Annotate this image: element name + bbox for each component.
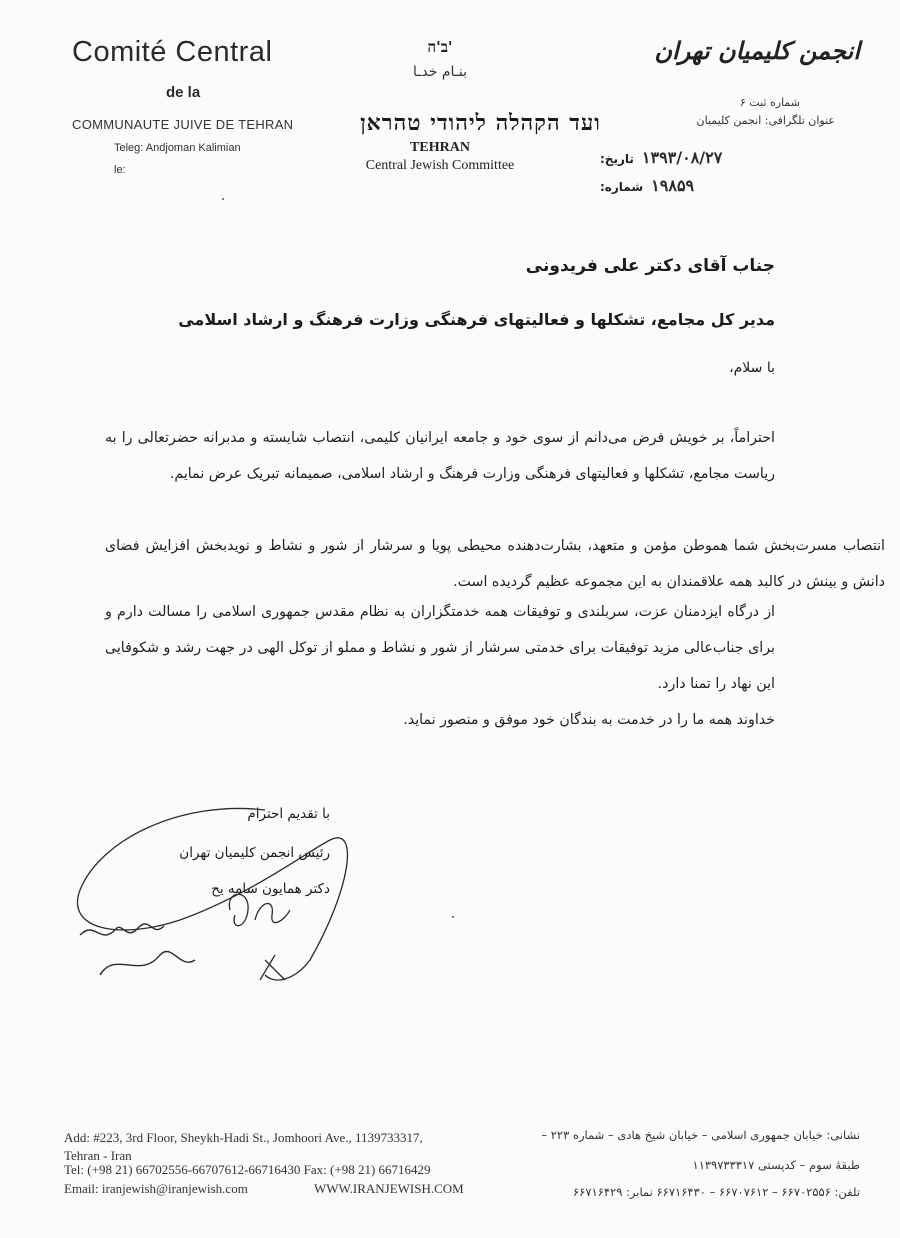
letterhead-fr-communaute: COMMUNAUTE JUIVE DE TEHRAN (72, 117, 294, 132)
footer-city: Tehran - Iran (64, 1148, 132, 1163)
letterhead-fa-logo: انجمن کلیمیان تهران (654, 36, 860, 65)
letterhead-he-committee: Central Jewish Committee (365, 158, 515, 173)
registration-number: شماره ثبت ۶ (739, 96, 800, 109)
paragraph-3: از درگاه ایزدمنان عزت، سربلندی و توفیقات همه خدمتگزاران به نظام مقدس جمهوری اسلامی را مسالت دارم و برای جناب‌عالی مزید توفیقات برای خدمتی سرشار از شور و نشاط و مملو از توکل الهی در جهت رشد و شکوفایی این نهاد را تمنا دارد. (105, 604, 775, 692)
scan-speck (222, 198, 224, 200)
letterhead-he-tehran: TEHRAN (410, 140, 470, 155)
number-value: ۱۹۸۵۹ (651, 176, 695, 195)
letterhead-fr-teleg: Teleg: Andjoman Kalimian (114, 142, 241, 154)
greeting: با سلام، (729, 360, 775, 376)
footer-website: WWW.IRANJEWISH.COM (314, 1181, 464, 1196)
recipient-position: مدیر کل مجامع، تشکلها و فعالیتهای فرهنگی وزارت فرهنگ و ارشاد اسلامی (178, 310, 775, 329)
telegraph-address: عنوان تلگرافی: انجمن کلیمیان (696, 114, 835, 127)
footer-fa-phone: تلفن: ۶۶۷۰۲۵۵۶ – ۶۶۷۰۷۶۱۲ – ۶۶۷۱۶۴۳۰ نمابر: ۶۶۷۱۶۴۲۹ (572, 1185, 860, 1199)
date-row (600, 148, 835, 167)
signer-name: دکتر همایون سامه یح (211, 881, 330, 897)
recipient-line: جناب آقای دکتر علی فریدونی (525, 256, 775, 276)
number-label: شماره: (600, 180, 644, 194)
footer-fa-address: نشانی: خیابان جمهوری اسلامی – خیابان شیخ هادی – شماره ۲۲۳ – (541, 1128, 860, 1142)
paragraph-4: خداوند همه ما را در خدمت به بندگان خود موفق و منصور نماید. (403, 712, 775, 728)
signer-title: رئیس انجمن کلیمیان تهران (179, 845, 330, 861)
letterhead-fr-dela: de la (166, 84, 201, 101)
letterhead-fr-title: Comité Central (72, 36, 273, 68)
paragraph-2: انتصاب مسرت‌بخش شما هموطن مؤمن و متعهد، بشارت‌دهنده محیطی پویا و سرشار از شور و نشاط و نویدبخش افزایش فضای دانش و بینش در کالبد همه علاقمندان به این مجموعه عظیم گردیده است. (105, 538, 885, 590)
footer-phone: Tel: (+98 21) 66702556-66707612-66716430 Fax: (+98 21) 66716429 (64, 1162, 431, 1177)
date-label: تاریخ: (600, 152, 634, 166)
letterhead-he-title: ועד הקהלה ליהודי טהראן (360, 110, 601, 136)
number-row (600, 176, 835, 195)
paragraph-1: احتراماً، بر خویش فرض می‌دانم از سوی خود و جامعه ایرانیان کلیمی، انتصاب شایسته و مدبرانه حضرتعالی را به ریاست مجامع، تشکلها و فعالیتهای فرهنگی وزارت فرهنگ و ارشاد اسلامی، صمیمانه تبریک عرض نمایم. (105, 430, 775, 482)
date-value: ۱۳۹۳/۰۸/۲۷ (641, 148, 723, 167)
closing-text: با تقدیم احترام (247, 806, 330, 822)
footer-email: Email: iranjewish@iranjewish.com (64, 1181, 248, 1196)
letterhead-fr-le: le: (114, 164, 126, 176)
letterhead-bename: بنـام خدـا (413, 64, 467, 80)
scan-speck (452, 916, 454, 918)
footer-fa-floor: طبقهٔ سوم – کدپستی ۱۱۳۹۷۳۳۳۱۷ (692, 1158, 860, 1172)
footer-address: Add: #223, 3rd Floor, Sheykh-Hadi St., Jomhoori Ave., 1139733317, (64, 1130, 423, 1145)
letterhead-he-bh: ב'ה' (427, 38, 453, 56)
